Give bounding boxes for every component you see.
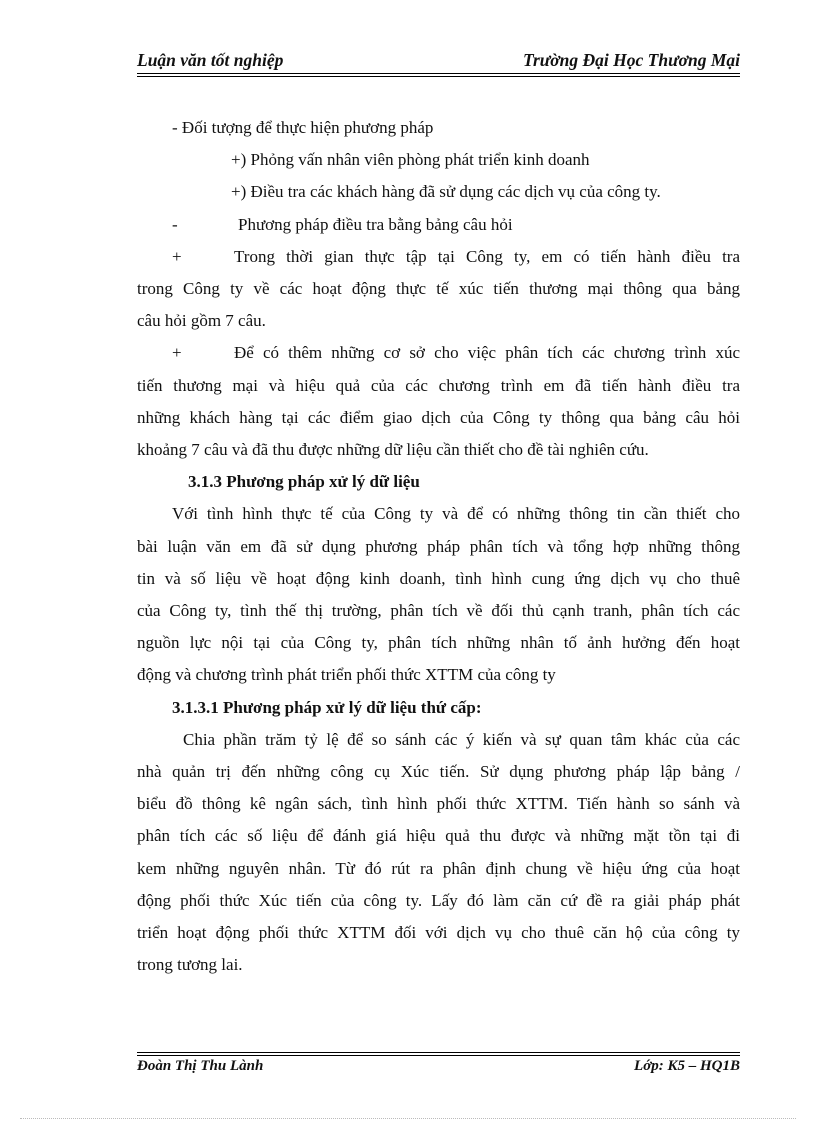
para2-line2: tiến thương mại và hiệu quả của các chương trình em đã tiến hành điều tra [137,375,740,395]
para1-line1 [137,241,740,273]
page-edge [20,1118,796,1119]
para4-line5: kem những nguyên nhân. Từ đó rút ra phân định chung về hiệu ứng của hoạt [137,858,740,878]
section-heading-3-1-3-1: 3.1.3.1 Phương pháp xử lý dữ liệu thứ cấp: [172,697,482,717]
page-header [137,50,740,71]
plus-bullet: + [172,343,182,363]
para4-line1: Chia phần trăm tỷ lệ để so sánh các ý kiến và sự quan tâm khác của các [183,729,740,749]
document-body [137,112,740,981]
para3-line1: Với tình hình thực tế của Công ty và để có những thông tin cần thiết cho [172,504,740,524]
header-rule [137,73,740,74]
line-object: - Đối tượng để thực hiện phương pháp [172,118,434,137]
para4-line4: phân tích các số liệu để đánh giá hiệu quả thu được và những mặt tồn tại đi [137,826,740,846]
line-interview: +) Phỏng vấn nhân viên phòng phát triển kinh doanh [231,150,590,170]
footer-author: Đoàn Thị Thu Lành [137,1058,264,1074]
section-heading-3-1-3: 3.1.3 Phương pháp xử lý dữ liệu [188,472,420,492]
para1-line3: câu hỏi gồm 7 câu. [137,311,266,331]
para4-line7: triển hoạt động phối thức XTTM đối với dịch vụ cho thuê căn hộ của công ty [137,923,740,943]
para1-line1-text: Trong thời gian thực tập tại Công ty, em có tiến hành điều tra [234,246,740,266]
footer-rule-double [137,1055,740,1056]
para4-line8: trong tương lai. [137,955,243,975]
footer-rule [137,1052,740,1053]
dash-bullet: - [172,214,178,234]
para3-line2: bài luận văn em đã sử dụng phương pháp phân tích và tổng hợp những thông [137,536,740,556]
para3-line4: của Công ty, tình thế thị trường, phân tích về đối thủ cạnh tranh, phân tích các [137,601,740,621]
para3-line5: nguồn lực nội tại của Công ty, phân tích những nhân tố ảnh hưởng đến hoạt [137,633,740,653]
para2-line1-text: Để có thêm những cơ sở cho việc phân tích các chương trình xúc [234,343,740,363]
para2-line3: những khách hàng tại các điểm giao dịch của Công ty thông qua bảng câu hỏi [137,407,740,427]
footer-class: Lớp: K5 – HQ1B [634,1058,740,1074]
line-questionnaire-method [137,209,740,241]
header-university: Trường Đại Học Thương Mại [522,50,740,70]
para3-line6: động và chương trình phát triển phối thức XTTM của công ty [137,665,556,685]
line-survey: +) Điều tra các khách hàng đã sử dụng các dịch vụ của công ty. [231,182,661,202]
page-footer [137,1058,740,1075]
header-thesis-title: Luận văn tốt nghiệp [137,50,284,70]
header-rule-double [137,76,740,77]
para3-line3: tin và số liệu về hoạt động kinh doanh, tình hình cung ứng dịch vụ cho thuê [137,568,740,588]
para4-line3: biểu đồ thông kê ngân sách, tình hình phối thức XTTM. Tiến hành so sánh và [137,794,740,814]
para4-line6: động phối thức Xúc tiến của công ty. Lấy đó làm căn cứ đề ra giải pháp phát [137,890,740,910]
para2-line4: khoảng 7 câu và đã thu được những dữ liệu cần thiết cho đề tài nghiên cứu. [137,440,649,460]
para4-line2: nhà quản trị đến những công cụ Xúc tiến. Sử dụng phương pháp lập bảng / [137,762,740,782]
para1-line2: trong Công ty về các hoạt động thực tế xúc tiến thương mại thông qua bảng [137,279,740,299]
plus-bullet: + [172,246,182,266]
questionnaire-method-text: Phương pháp điều tra bằng bảng câu hỏi [238,214,513,234]
para2-line1 [137,337,740,369]
